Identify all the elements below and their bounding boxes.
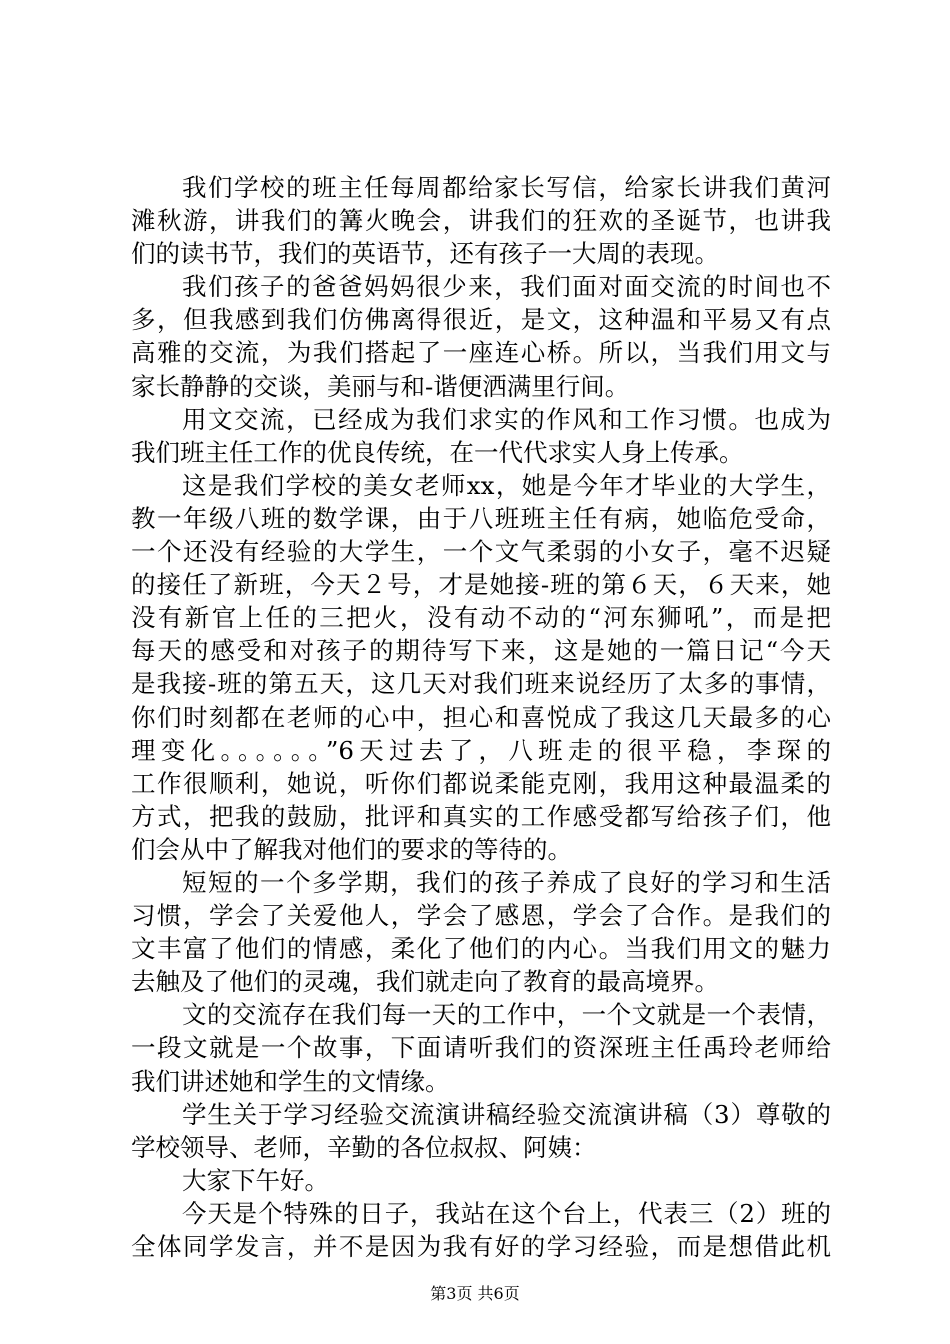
text-line: 多，但我感到我们仿佛离得很近，是文，这种温和平易又有点 <box>131 305 831 335</box>
text-line: 每天的感受和对孩子的期待写下来，这是她的一篇日记“今天 <box>131 636 831 666</box>
text-line: 我们孩子的爸爸妈妈很少来，我们面对面交流的时间也不 <box>182 272 831 302</box>
text-line: 文丰富了他们的情感，柔化了他们的内心。当我们用文的魅力 <box>131 934 831 964</box>
text-line: 短短的一个多学期，我们的孩子养成了良好的学习和生活 <box>182 867 831 897</box>
text-line: 教一年级八班的数学课，由于八班班主任有病，她临危受命， <box>131 503 831 533</box>
page-footer: 第3页 共6页 <box>430 1284 520 1303</box>
text-line: 习惯，学会了关爱他人，学会了感恩，学会了合作。是我们的 <box>131 901 831 931</box>
text-line: 学校领导、老师，辛勤的各位叔叔、阿姨： <box>131 1132 597 1162</box>
text-line: 去触及了他们的灵魂，我们就走向了教育的最高境界。 <box>131 967 719 997</box>
text-line: 大家下午好。 <box>182 1165 329 1195</box>
text-line: 滩秋游，讲我们的篝火晚会，讲我们的狂欢的圣诞节，也讲我 <box>131 206 831 236</box>
text-line: 我们学校的班主任每周都给家长写信，给家长讲我们黄河 <box>182 173 831 202</box>
text-line: 家长静静的交谈，美丽与和-谐便洒满里行间。 <box>131 371 630 401</box>
text-line: 一个还没有经验的大学生，一个文气柔弱的小女子，毫不迟疑 <box>131 537 831 567</box>
text-line: 是我接-班的第五天，这几天对我们班来说经历了太多的事情， <box>131 669 831 699</box>
text-line: 没有新官上任的三把火，没有动不动的“河东狮吼”，而是把 <box>131 603 831 633</box>
text-line: 高雅的交流，为我们搭起了一座连心桥。所以，当我们用文与 <box>131 338 831 368</box>
text-line: 方式，把我的鼓励，批评和真实的工作感受都写给孩子们，他 <box>131 801 831 831</box>
text-line: 的接任了新班，今天２号，才是她接-班的第６天，６天来，她 <box>131 570 831 600</box>
text-line: 工作很顺利，她说，听你们都说柔能克刚，我用这种最温柔的 <box>131 768 831 798</box>
text-line: 理变化。。。。。。”6天过去了，八班走的很平稳，李琛的 <box>131 735 831 765</box>
text-line: 文的交流存在我们每一天的工作中，一个文就是一个表情， <box>182 1000 831 1030</box>
document-body <box>131 171 831 1263</box>
text-line: 学生关于学习经验交流演讲稿经验交流演讲稿（3）尊敬的 <box>182 1099 831 1129</box>
text-line: 们的读书节，我们的英语节，还有孩子一大周的表现。 <box>131 239 719 269</box>
text-line: 们会从中了解我对他们的要求的等待的。 <box>131 834 572 864</box>
text-line: 我们讲述她和学生的文情缘。 <box>131 1066 450 1096</box>
text-line: 今天是个特殊的日子，我站在这个台上，代表三（2）班的 <box>182 1198 831 1228</box>
text-line: 我们班主任工作的优良传统，在一代代求实人身上传承。 <box>131 437 744 467</box>
text-line: 你们时刻都在老师的心中，担心和喜悦成了我这几天最多的心 <box>131 702 831 732</box>
text-line: 一段文就是一个故事，下面请听我们的资深班主任禹玲老师给 <box>131 1033 831 1063</box>
text-line: 全体同学发言，并不是因为我有好的学习经验，而是想借此机 <box>131 1232 831 1261</box>
text-line: 用文交流，已经成为我们求实的作风和工作习惯。也成为 <box>182 404 831 434</box>
text-line: 这是我们学校的美女老师xx，她是今年才毕业的大学生， <box>182 470 831 500</box>
